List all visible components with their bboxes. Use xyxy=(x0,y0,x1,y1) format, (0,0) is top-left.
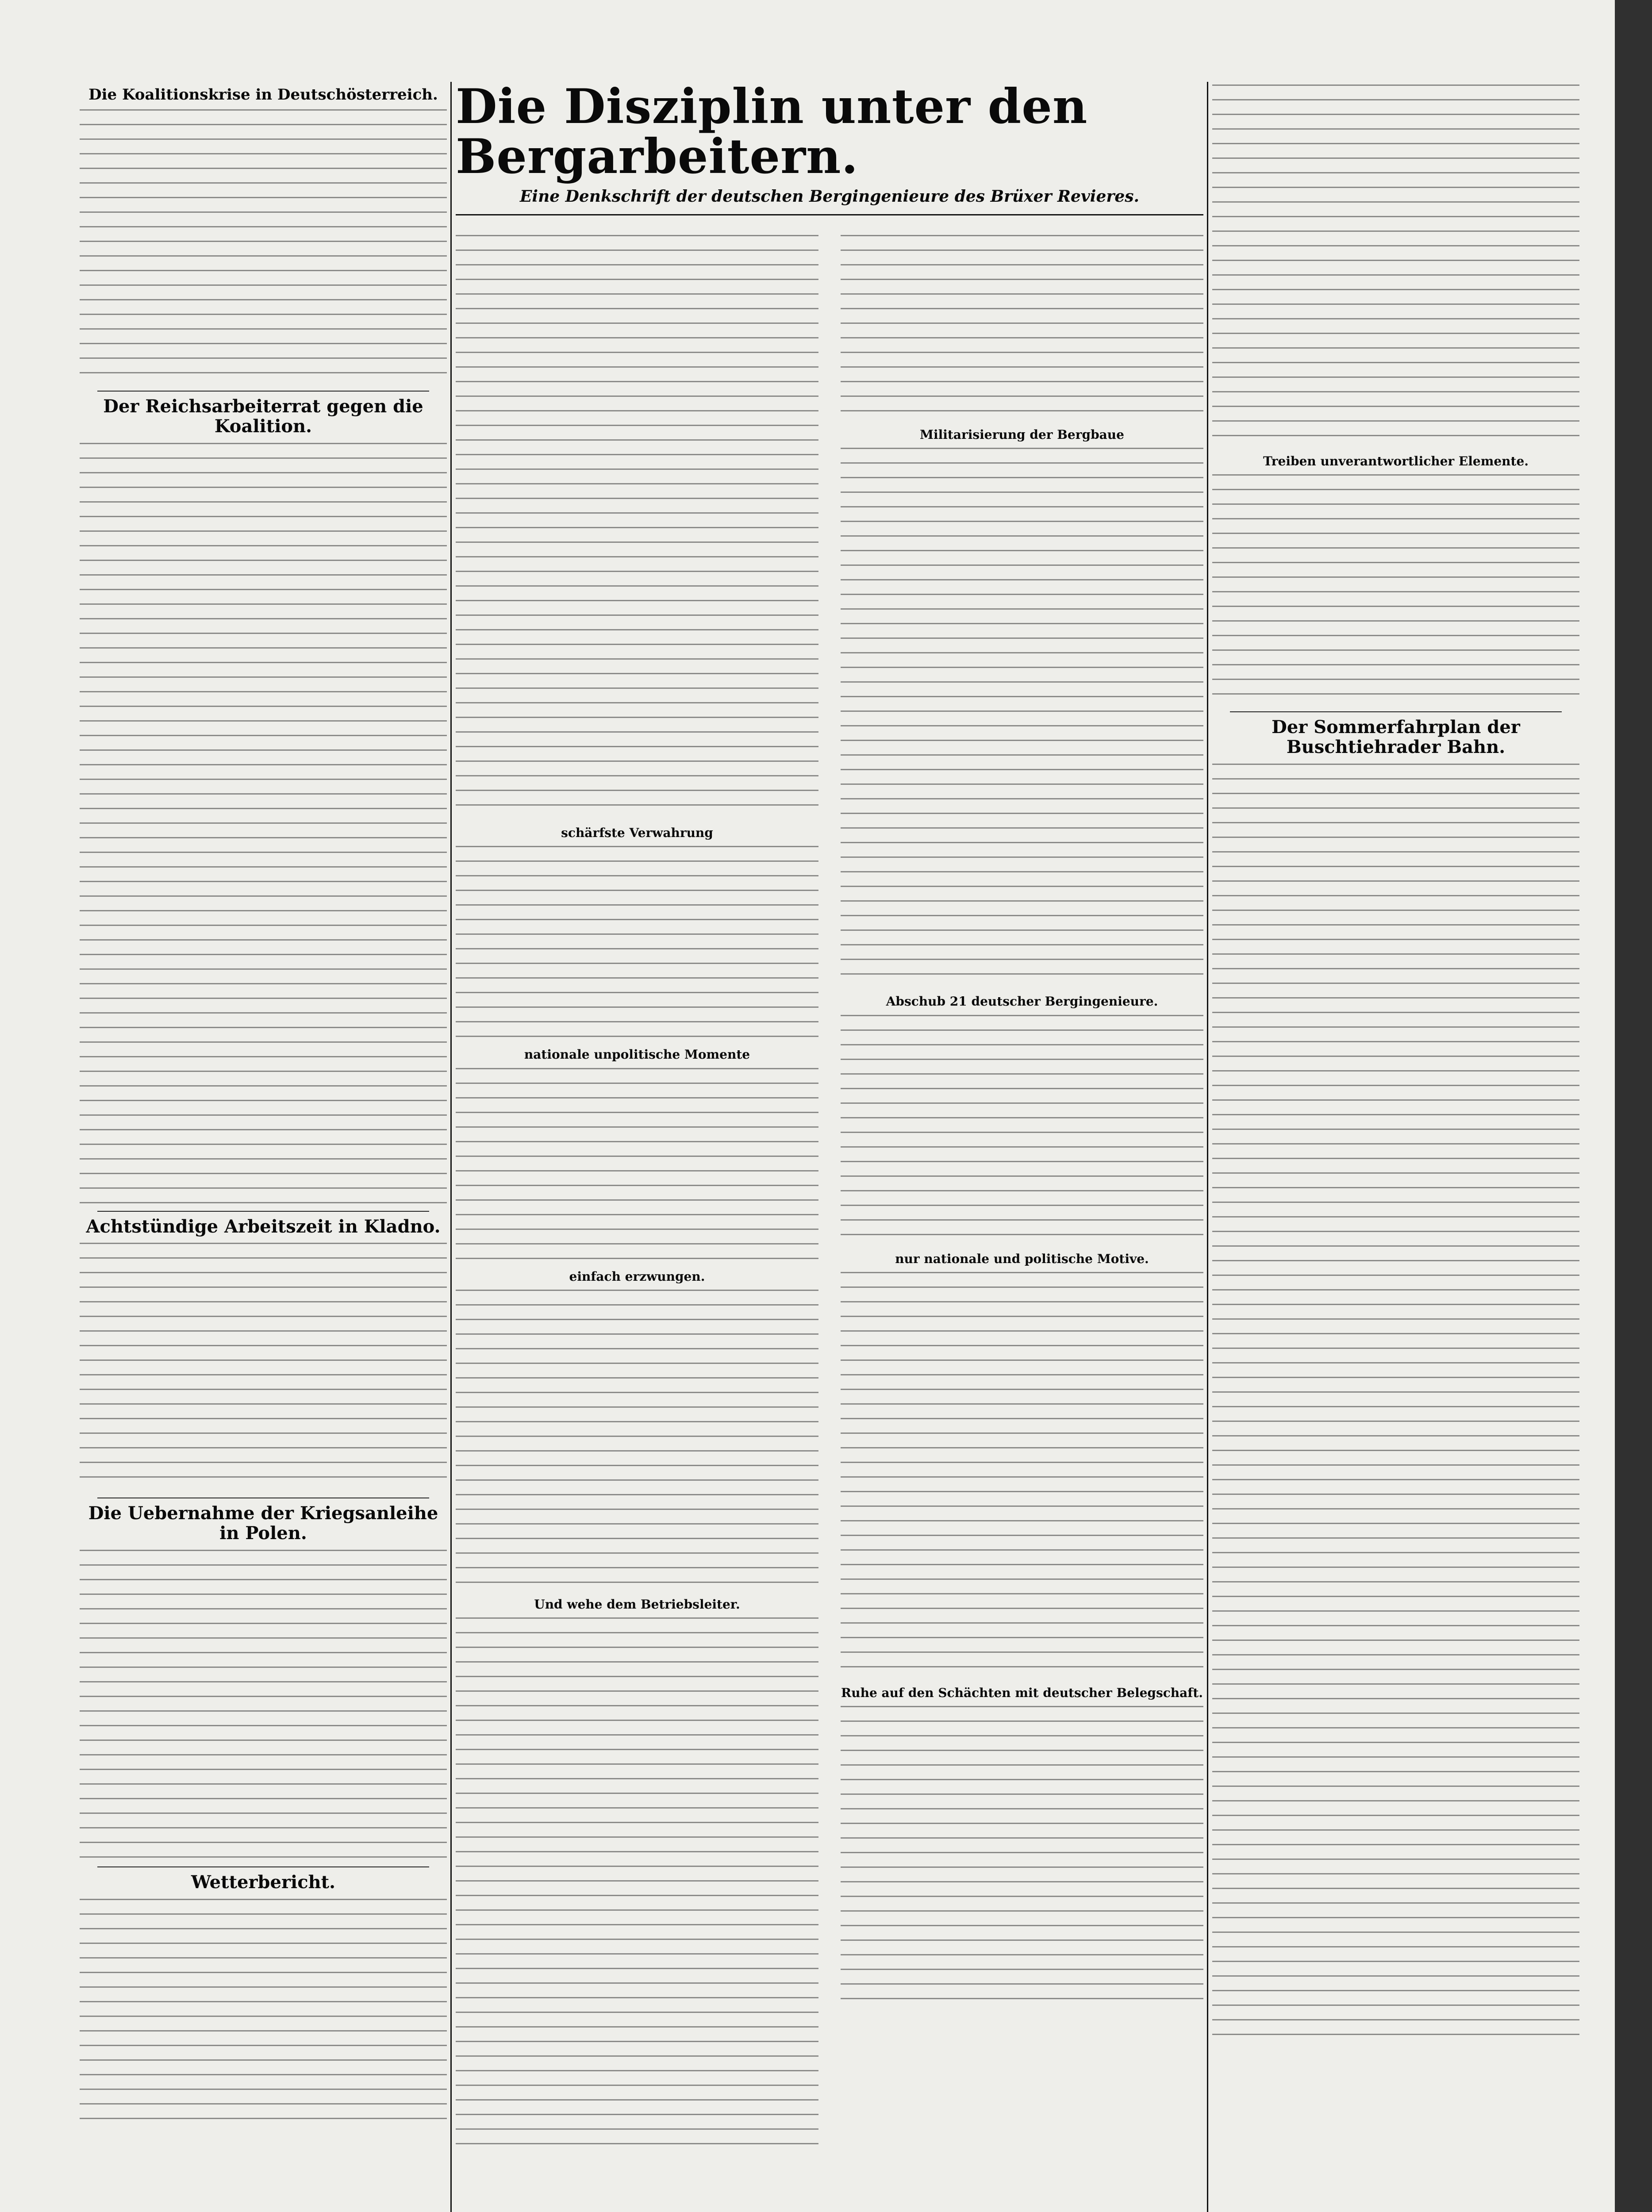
section-heading: schärfste Verwahrung xyxy=(561,826,713,840)
article-headline: Der Sommerfahrplan der Buschtiehrader Bahn. xyxy=(1272,717,1520,758)
section-heading: Abschub 21 deutscher Bergingenieure. xyxy=(886,994,1158,1009)
section-heading: Militarisierung der Bergbaue xyxy=(920,427,1124,442)
article-body xyxy=(1212,474,1579,704)
separator xyxy=(1230,711,1562,712)
article-body xyxy=(841,235,1203,421)
column-rule xyxy=(1207,82,1208,2212)
article-headline: Die Uebernahme der Kriegsanleihe in Polen. xyxy=(88,1503,438,1544)
lead-left-column xyxy=(456,232,818,2212)
article-body xyxy=(1212,764,1579,2047)
separator xyxy=(97,1866,429,1867)
section-heading: Ruhe auf den Schächten mit deutscher Belegschaft. xyxy=(841,1686,1203,1701)
article-headline: Wetterbericht. xyxy=(191,1872,336,1893)
column-rule xyxy=(450,82,452,2212)
article-body xyxy=(80,1899,447,2129)
article-headline: Achtstündige Arbeitszeit in Kladno. xyxy=(86,1216,441,1237)
article-body xyxy=(841,1272,1203,1679)
section-heading: nur nationale und politische Motive. xyxy=(895,1251,1149,1266)
separator xyxy=(97,391,429,392)
lead-right-column xyxy=(841,232,1203,2212)
lead-article xyxy=(456,79,1203,2212)
section-heading: einfach erzwungen. xyxy=(569,1269,705,1284)
left-column xyxy=(80,82,447,2212)
article-body xyxy=(841,1015,1203,1245)
article-body xyxy=(80,1550,447,1859)
separator xyxy=(456,214,1203,215)
article-body xyxy=(456,1290,818,1590)
article-body xyxy=(80,443,447,1204)
article-body xyxy=(456,846,818,1041)
article-body xyxy=(1212,84,1579,447)
section-heading: Treiben unverantwortlicher Elemente. xyxy=(1263,454,1529,469)
separator xyxy=(97,1211,429,1212)
section-heading: nationale unpolitische Momente xyxy=(524,1047,750,1062)
scan-border xyxy=(1615,0,1652,2212)
lead-subheadline: Eine Denkschrift der deutschen Bergingenieure des Brüxer Revieres. xyxy=(519,187,1140,206)
article-body xyxy=(456,235,818,819)
article-body xyxy=(456,1068,818,1263)
article-headline: Der Reichsarbeiterrat gegen die Koalition. xyxy=(103,396,423,437)
right-column xyxy=(1212,82,1579,2212)
article-body xyxy=(80,1243,447,1490)
section-heading: Und wehe dem Betriebsleiter. xyxy=(534,1597,740,1612)
article-headline: Die Koalitionskrise in Deutschösterreich. xyxy=(88,86,438,104)
article-body xyxy=(456,1617,818,2148)
lead-headline: Die Disziplin unter den Bergarbeitern. xyxy=(456,79,1088,185)
article-body xyxy=(841,1706,1203,2007)
article-body xyxy=(841,448,1203,987)
article-body xyxy=(80,109,447,384)
